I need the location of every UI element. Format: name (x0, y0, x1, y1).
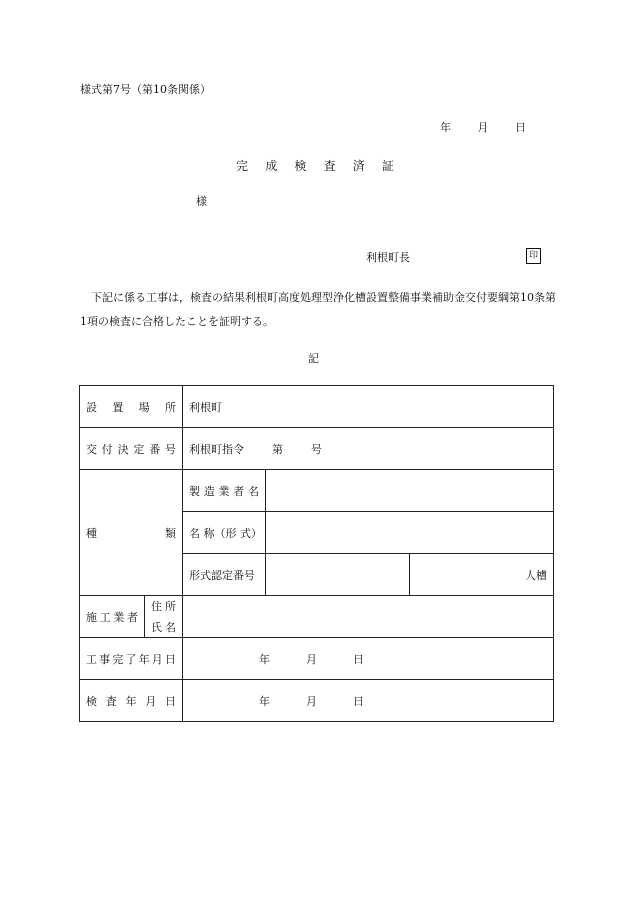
month-unit: 月 (306, 652, 317, 666)
seal-mark: 印 (526, 248, 541, 264)
label-char: 者 (233, 484, 245, 498)
cert-number-value-cell (266, 554, 410, 596)
label-char: 所 (164, 400, 176, 414)
label-char: 名 (165, 620, 176, 634)
label-char: 月 (151, 652, 163, 666)
grant-dai: 第 (272, 442, 283, 456)
location-label-cell (80, 386, 183, 428)
type-label-cell (80, 470, 183, 596)
product-name-label: 名 称（形 式） (189, 526, 262, 540)
capacity-cell (410, 554, 554, 596)
grant-prefix: 利根町指令 (189, 442, 244, 456)
label-char: 日 (165, 694, 176, 708)
label-char: 住 (151, 600, 162, 614)
label-char: 造 (203, 484, 215, 498)
title-char: 成 (265, 159, 278, 173)
manufacturer-label-cell (183, 470, 266, 512)
title-char: 完 (236, 159, 249, 173)
year-unit: 年 (259, 694, 270, 708)
label-char: 種 (86, 526, 97, 540)
label-char: 月 (145, 694, 157, 708)
label-char: 工 (99, 610, 111, 624)
product-name-label-cell (183, 512, 266, 554)
label-char: 工 (86, 652, 97, 666)
table-row (80, 386, 554, 428)
label-char: 所 (165, 600, 176, 614)
label-char: 名 (248, 484, 259, 498)
year-unit: 年 (259, 652, 270, 666)
completion-date-value-cell (183, 638, 554, 680)
label-char: 交 (86, 442, 97, 456)
label-char: 類 (165, 526, 176, 540)
title-char: 査 (323, 159, 336, 173)
certification-statement: 下記に係る工事は，検査の結果利根町高度処理型浄化槽設置整備事業補助金交付要綱第10条第1項の検査に合格したことを証明する。 (80, 291, 556, 328)
label-char: 業 (113, 610, 125, 624)
label-char: 場 (138, 400, 150, 414)
persons-unit: 人槽 (525, 568, 548, 582)
form-number-label: 様式第7号（第10条関係） (80, 83, 211, 96)
location-value: 利根町 (189, 400, 222, 414)
label-char: 者 (126, 610, 138, 624)
title-char: 済 (352, 159, 365, 173)
label-char: 番 (149, 442, 161, 456)
location-value-cell (183, 386, 554, 428)
label-char: 製 (189, 484, 200, 498)
cert-number-label-cell (183, 554, 266, 596)
label-char: 定 (133, 442, 145, 456)
inspection-table (79, 385, 554, 722)
label-char: 検 (86, 694, 97, 708)
label-char: 査 (105, 694, 117, 708)
label-char: 設 (86, 400, 97, 414)
label-char: 号 (164, 442, 176, 456)
issuer-title: 利根町長 (366, 251, 410, 264)
table-row (80, 428, 554, 470)
table-row (80, 470, 554, 512)
grant-number-value-cell (183, 428, 554, 470)
label-char: 置 (112, 400, 124, 414)
label-char: 付 (101, 442, 113, 456)
label-char: 業 (218, 484, 230, 498)
label-char: 事 (99, 652, 111, 666)
table-row (80, 680, 554, 722)
label-char: 年 (138, 652, 150, 666)
table-row (80, 638, 554, 680)
inspection-date-label-cell (80, 680, 183, 722)
product-name-value-cell (266, 512, 554, 554)
label-char: 決 (117, 442, 129, 456)
day-unit: 日 (353, 652, 364, 666)
contractor-value-cell (183, 596, 554, 638)
cert-number-label: 形式認定番号 (189, 568, 255, 582)
document-title (236, 157, 394, 174)
contractor-label-cell (80, 596, 145, 638)
label-char: 完 (112, 652, 124, 666)
completion-date-label-cell (80, 638, 183, 680)
year-unit: 年 (440, 121, 451, 134)
grant-go: 号 (311, 442, 322, 456)
day-unit: 日 (515, 121, 526, 134)
inspection-date-value-cell (183, 680, 554, 722)
month-unit: 月 (306, 694, 317, 708)
addressee-honorific: 様 (196, 195, 207, 208)
address-label-cell (145, 596, 183, 617)
title-char: 検 (294, 159, 307, 173)
table-row (80, 596, 554, 617)
issue-date-line (440, 119, 526, 135)
title-char: 証 (381, 159, 394, 173)
month-unit: 月 (477, 121, 489, 134)
label-char: 施 (86, 610, 97, 624)
label-char: 了 (125, 652, 137, 666)
day-unit: 日 (353, 694, 364, 708)
label-char: 日 (164, 652, 176, 666)
grant-number-label-cell (80, 428, 183, 470)
ki-heading: 記 (308, 352, 319, 365)
label-char: 年 (125, 694, 137, 708)
manufacturer-value-cell (266, 470, 554, 512)
person-name-label-cell (145, 617, 183, 638)
label-char: 氏 (151, 620, 162, 634)
